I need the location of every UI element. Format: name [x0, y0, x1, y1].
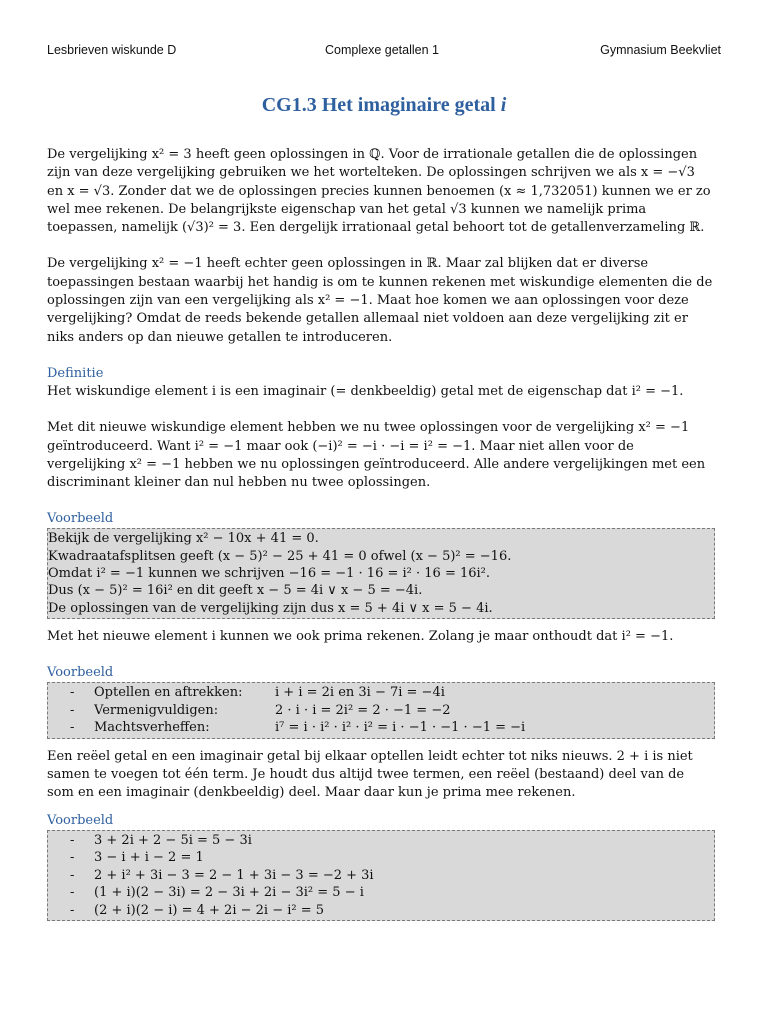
list-dash: - [70, 867, 75, 883]
list-dash: - [70, 702, 75, 718]
definitie-text: Het wiskundige element i is een imaginair (= denkbeeldig) getal met de eigenschap dat i² = −1. [47, 383, 684, 399]
voorbeeld-heading-2: Voorbeeld [47, 665, 114, 681]
voorbeeld-heading-1: Voorbeeld [47, 511, 114, 527]
example1-line: Kwadraatafsplitsen geeft (x − 5)² − 25 + 41 = 0 ofwel (x − 5)² = −16. [48, 548, 512, 564]
header-right: Gymnasium Beekvliet [600, 43, 721, 57]
example3-value: 3 + 2i + 2 − 5i = 5 − 3i [94, 832, 252, 848]
list-dash: - [70, 885, 75, 901]
example3-value: (2 + i)(2 − i) = 4 + 2i − 2i − i² = 5 [94, 902, 325, 918]
example-box-3 [47, 830, 715, 922]
page-title [0, 94, 768, 117]
list-dash: - [70, 850, 75, 866]
example2-value: i⁷ = i · i² · i² · i² = i · −1 · −1 · −1 = −i [275, 720, 526, 736]
example3-row [48, 832, 714, 850]
definitie-heading: Definitie [47, 365, 104, 381]
example1-line: Bekijk de vergelijking x² − 10x + 41 = 0. [48, 531, 319, 547]
example3-row [48, 884, 714, 902]
example3-value: 3 − i + i − 2 = 1 [94, 850, 204, 866]
example-box-1 [47, 528, 715, 618]
example2-row [48, 702, 714, 720]
example2-label: Optellen en aftrekken: [94, 685, 243, 701]
list-dash: - [70, 832, 75, 848]
paragraph-2: De vergelijking x² = −1 heeft echter geen oplossingen in ℝ. Maar zal blijken dat er diverse toepassingen bestaan waarbij het handig is om te kunnen rekenen met wiskundige elementen die de oplossingen zijn van een vergelijking als x² = −1. Maat hoe komen we aan oplossingen voor deze vergelijking? Omdat de reeds bekende getallen allemaal niet voldoen aan deze vergelijking zit er niks anders op dan nieuwe getallen te introduceren. [47, 256, 713, 345]
example3-row [48, 849, 714, 867]
example2-label: Vermenigvuldigen: [94, 702, 219, 718]
voorbeeld-heading-3: Voorbeeld [47, 812, 114, 828]
example3-value: (1 + i)(2 − 3i) = 2 − 3i + 2i − 3i² = 5 − i [94, 885, 364, 901]
title-prefix: CG1.3 Het imaginaire getal [261, 94, 501, 116]
paragraph-1: De vergelijking x² = 3 heeft geen oplossingen in ℚ. Voor de irrationale getallen die de oplossingen zijn van deze vergelijking gebruiken we het wortelteken. De oplossingen schrijven we als x = −√3 en x = √3. Zonder dat we de oplossingen precies kunnen benoemen (x ≈ 1,732051) kunnen we er zo wel mee rekenen. De belangrijkste eigenschap van het getal √3 kunnen we namelijk prima toepassen, namelijk (√3)² = 3. Een dergelijk irrationaal getal behoort tot de getallenverzameling ℝ. [47, 147, 711, 236]
example1-line: Dus (x − 5)² = 16i² en dit geeft x − 5 = 4i ∨ x − 5 = −4i. [48, 583, 423, 599]
example3-row [48, 867, 714, 885]
example3-row [48, 902, 714, 920]
example2-label: Machtsverheffen: [94, 720, 210, 736]
example3-value: 2 + i² + 3i − 3 = 2 − 1 + 3i − 3 = −2 + 3i [94, 867, 374, 883]
example2-row [48, 719, 714, 737]
header-center: Complexe getallen 1 [325, 43, 439, 57]
example1-line: De oplossingen van de vergelijking zijn dus x = 5 + 4i ∨ x = 5 − 4i. [48, 600, 493, 616]
list-dash: - [70, 685, 75, 701]
main-content [47, 146, 715, 921]
example1-line: Omdat i² = −1 kunnen we schrijven −16 = −1 · 16 = i² · 16 = 16i². [48, 566, 491, 582]
paragraph-5: Een reëel getal en een imaginair getal bij elkaar optellen leidt echter tot niks nieuws. 2 + i is niet samen te voegen tot één term. Je houdt dus altijd twee termen, een reëel (bestaand) deel van de som en een imaginair (denkbeeldig) deel. Maar daar kun je prima mee rekenen. [47, 748, 693, 801]
example-box-2 [47, 682, 715, 739]
list-dash: - [70, 902, 75, 918]
example2-row [48, 684, 714, 702]
header-left: Lesbrieven wiskunde D [47, 43, 177, 57]
example2-value: i + i = 2i en 3i − 7i = −4i [275, 685, 445, 701]
title-symbol: i [500, 94, 507, 116]
paragraph-3: Met dit nieuwe wiskundige element hebben we nu twee oplossingen voor de vergelijking x² = −1 geïntroduceerd. Want i² = −1 maar ook (−i)² = −i · −i = i² = −1. Maar niet allen voor de vergelijking x² = −1 hebben we nu oplossingen geïntroduceerd. Alle andere vergelijkingen met een discriminant kleiner dan nul hebben nu twee oplossingen. [47, 420, 706, 491]
example2-value: 2 · i · i = 2i² = 2 · −1 = −2 [275, 702, 451, 718]
page-header [47, 43, 721, 61]
list-dash: - [70, 720, 75, 736]
paragraph-4: Met het nieuwe element i kunnen we ook prima rekenen. Zolang je maar onthoudt dat i² = −1. [47, 628, 674, 644]
